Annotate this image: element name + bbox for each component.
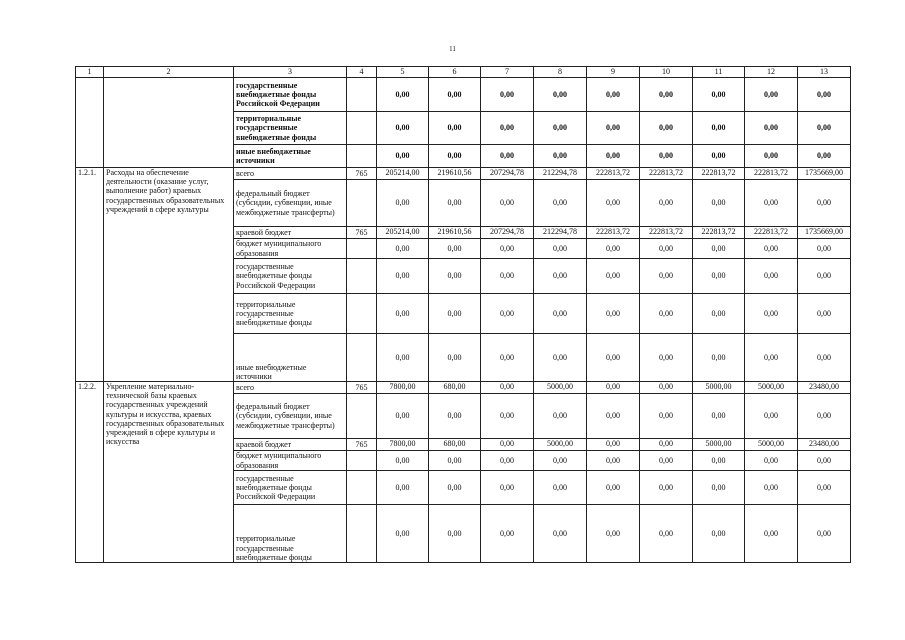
funding-source: территориальные государственные внебюджетные фонды bbox=[234, 294, 347, 334]
value-cell: 0,00 bbox=[693, 78, 745, 112]
col-header: 3 bbox=[234, 67, 347, 78]
value-cell: 7800,00 bbox=[377, 439, 429, 451]
funding-source: бюджет муниципального образования bbox=[234, 451, 347, 471]
value-cell: 0,00 bbox=[481, 78, 534, 112]
value-cell: 0,00 bbox=[798, 394, 851, 439]
grbs-code: 765 bbox=[347, 439, 377, 451]
value-cell: 0,00 bbox=[798, 451, 851, 471]
value-cell: 5000,00 bbox=[745, 382, 798, 394]
value-cell: 0,00 bbox=[534, 294, 587, 334]
value-cell: 0,00 bbox=[693, 451, 745, 471]
value-cell: 0,00 bbox=[481, 382, 534, 394]
value-cell: 0,00 bbox=[534, 505, 587, 563]
funding-source: государственные внебюджетные фонды Российской Федерации bbox=[234, 78, 347, 112]
value-cell: 0,00 bbox=[640, 145, 693, 168]
value-cell: 222813,72 bbox=[745, 168, 798, 180]
value-cell: 0,00 bbox=[693, 112, 745, 145]
value-cell: 0,00 bbox=[481, 439, 534, 451]
value-cell: 680,00 bbox=[429, 439, 481, 451]
grbs-code: 765 bbox=[347, 227, 377, 239]
value-cell: 0,00 bbox=[693, 394, 745, 439]
grbs-code bbox=[347, 394, 377, 439]
value-cell: 0,00 bbox=[798, 259, 851, 294]
value-cell: 0,00 bbox=[377, 505, 429, 563]
value-cell: 0,00 bbox=[429, 334, 481, 382]
value-cell: 0,00 bbox=[640, 294, 693, 334]
funding-source: государственные внебюджетные фонды Российской Федерации bbox=[234, 471, 347, 505]
value-cell: 222813,72 bbox=[587, 168, 640, 180]
funding-source: территориальные государственные внебюджетные фонды bbox=[234, 112, 347, 145]
value-cell: 0,00 bbox=[587, 471, 640, 505]
value-cell: 0,00 bbox=[798, 294, 851, 334]
grbs-code: 765 bbox=[347, 382, 377, 394]
value-cell: 0,00 bbox=[587, 451, 640, 471]
table-row bbox=[76, 168, 851, 180]
grbs-code bbox=[347, 471, 377, 505]
grbs-code bbox=[347, 259, 377, 294]
value-cell: 0,00 bbox=[377, 451, 429, 471]
value-cell: 0,00 bbox=[587, 180, 640, 227]
value-cell: 0,00 bbox=[745, 239, 798, 259]
value-cell: 222813,72 bbox=[587, 227, 640, 239]
row-name: Расходы на обеспечение деятельности (оказание услуг, выполнение работ) краевых государственных образовательных учреждений в сфере культуры bbox=[104, 168, 234, 382]
value-cell: 207294,78 bbox=[481, 168, 534, 180]
col-header: 2 bbox=[104, 67, 234, 78]
value-cell: 0,00 bbox=[640, 112, 693, 145]
value-cell: 0,00 bbox=[587, 382, 640, 394]
value-cell: 0,00 bbox=[534, 180, 587, 227]
value-cell: 5000,00 bbox=[745, 439, 798, 451]
value-cell: 0,00 bbox=[640, 239, 693, 259]
value-cell: 0,00 bbox=[534, 259, 587, 294]
grbs-code bbox=[347, 294, 377, 334]
value-cell: 205214,00 bbox=[377, 168, 429, 180]
value-cell: 222813,72 bbox=[640, 168, 693, 180]
value-cell: 0,00 bbox=[798, 112, 851, 145]
value-cell: 0,00 bbox=[429, 451, 481, 471]
value-cell: 5000,00 bbox=[693, 382, 745, 394]
value-cell: 5000,00 bbox=[693, 439, 745, 451]
grbs-code: 765 bbox=[347, 168, 377, 180]
value-cell: 205214,00 bbox=[377, 227, 429, 239]
table-row bbox=[76, 78, 851, 112]
page-number: 11 bbox=[449, 45, 456, 53]
value-cell: 0,00 bbox=[640, 78, 693, 112]
row-name bbox=[104, 78, 234, 168]
value-cell: 0,00 bbox=[429, 394, 481, 439]
funding-source: краевой бюджет bbox=[234, 227, 347, 239]
value-cell: 0,00 bbox=[534, 451, 587, 471]
funding-source: государственные внебюджетные фонды Российской Федерации bbox=[234, 259, 347, 294]
value-cell: 0,00 bbox=[377, 239, 429, 259]
grbs-code bbox=[347, 451, 377, 471]
value-cell: 0,00 bbox=[587, 439, 640, 451]
value-cell: 0,00 bbox=[745, 451, 798, 471]
value-cell: 0,00 bbox=[745, 294, 798, 334]
value-cell: 0,00 bbox=[429, 505, 481, 563]
value-cell: 222813,72 bbox=[693, 168, 745, 180]
col-header: 13 bbox=[798, 67, 851, 78]
value-cell: 0,00 bbox=[798, 180, 851, 227]
value-cell: 0,00 bbox=[587, 394, 640, 439]
row-code: 1.2.1. bbox=[76, 168, 104, 382]
value-cell: 0,00 bbox=[640, 394, 693, 439]
value-cell: 0,00 bbox=[377, 78, 429, 112]
value-cell: 0,00 bbox=[587, 334, 640, 382]
value-cell: 0,00 bbox=[798, 505, 851, 563]
value-cell: 0,00 bbox=[745, 78, 798, 112]
value-cell: 0,00 bbox=[481, 451, 534, 471]
value-cell: 207294,78 bbox=[481, 227, 534, 239]
value-cell: 0,00 bbox=[429, 259, 481, 294]
value-cell: 0,00 bbox=[640, 471, 693, 505]
grbs-code bbox=[347, 180, 377, 227]
col-header: 7 bbox=[481, 67, 534, 78]
value-cell: 0,00 bbox=[481, 239, 534, 259]
value-cell: 212294,78 bbox=[534, 168, 587, 180]
value-cell: 0,00 bbox=[693, 239, 745, 259]
col-header: 8 bbox=[534, 67, 587, 78]
value-cell: 23480,00 bbox=[798, 439, 851, 451]
funding-source: иные внебюджетные источники bbox=[234, 145, 347, 168]
value-cell: 0,00 bbox=[481, 505, 534, 563]
value-cell: 0,00 bbox=[745, 259, 798, 294]
value-cell: 5000,00 bbox=[534, 439, 587, 451]
value-cell: 0,00 bbox=[534, 471, 587, 505]
funding-source: территориальные государственные внебюджетные фонды bbox=[234, 505, 347, 563]
budget-table bbox=[75, 66, 851, 563]
value-cell: 0,00 bbox=[429, 471, 481, 505]
col-header: 6 bbox=[429, 67, 481, 78]
value-cell: 0,00 bbox=[481, 145, 534, 168]
grbs-code bbox=[347, 334, 377, 382]
value-cell: 0,00 bbox=[377, 334, 429, 382]
value-cell: 0,00 bbox=[640, 259, 693, 294]
value-cell: 0,00 bbox=[587, 112, 640, 145]
value-cell: 0,00 bbox=[798, 239, 851, 259]
column-number-header bbox=[76, 67, 851, 78]
value-cell: 0,00 bbox=[587, 259, 640, 294]
col-header: 10 bbox=[640, 67, 693, 78]
value-cell: 222813,72 bbox=[640, 227, 693, 239]
value-cell: 0,00 bbox=[377, 294, 429, 334]
value-cell: 219610,56 bbox=[429, 227, 481, 239]
value-cell: 0,00 bbox=[693, 294, 745, 334]
value-cell: 0,00 bbox=[693, 259, 745, 294]
value-cell: 0,00 bbox=[481, 471, 534, 505]
value-cell: 0,00 bbox=[377, 112, 429, 145]
value-cell: 0,00 bbox=[693, 505, 745, 563]
value-cell: 0,00 bbox=[693, 145, 745, 168]
funding-source: федеральный бюджет (субсидии, субвенции, иные межбюджетные трансферты) bbox=[234, 394, 347, 439]
funding-source: федеральный бюджет (субсидии, субвенции, иные межбюджетные трансферты) bbox=[234, 180, 347, 227]
value-cell: 0,00 bbox=[745, 145, 798, 168]
value-cell: 0,00 bbox=[481, 259, 534, 294]
value-cell: 0,00 bbox=[429, 78, 481, 112]
col-header: 9 bbox=[587, 67, 640, 78]
value-cell: 0,00 bbox=[481, 294, 534, 334]
value-cell: 0,00 bbox=[587, 505, 640, 563]
grbs-code bbox=[347, 112, 377, 145]
value-cell: 0,00 bbox=[745, 471, 798, 505]
value-cell: 0,00 bbox=[429, 294, 481, 334]
value-cell: 212294,78 bbox=[534, 227, 587, 239]
row-code: 1.2.2. bbox=[76, 382, 104, 563]
value-cell: 0,00 bbox=[693, 471, 745, 505]
value-cell: 7800,00 bbox=[377, 382, 429, 394]
row-name: Укрепление материально-технической базы краевых государственных учреждений культуры и искусства, краевых государственных образовательных учреждений в сфере культуры и искусства bbox=[104, 382, 234, 563]
value-cell: 0,00 bbox=[745, 180, 798, 227]
value-cell: 0,00 bbox=[798, 145, 851, 168]
value-cell: 0,00 bbox=[429, 180, 481, 227]
value-cell: 5000,00 bbox=[534, 382, 587, 394]
value-cell: 219610,56 bbox=[429, 168, 481, 180]
value-cell: 0,00 bbox=[798, 471, 851, 505]
row-code bbox=[76, 78, 104, 168]
funding-source: краевой бюджет bbox=[234, 439, 347, 451]
funding-source: всего bbox=[234, 168, 347, 180]
value-cell: 0,00 bbox=[377, 259, 429, 294]
value-cell: 680,00 bbox=[429, 382, 481, 394]
value-cell: 0,00 bbox=[640, 382, 693, 394]
funding-source: иные внебюджетные источники bbox=[234, 334, 347, 382]
value-cell: 0,00 bbox=[640, 180, 693, 227]
value-cell: 0,00 bbox=[745, 505, 798, 563]
value-cell: 0,00 bbox=[587, 294, 640, 334]
value-cell: 0,00 bbox=[587, 239, 640, 259]
value-cell: 0,00 bbox=[534, 334, 587, 382]
value-cell: 0,00 bbox=[429, 239, 481, 259]
value-cell: 222813,72 bbox=[693, 227, 745, 239]
value-cell: 0,00 bbox=[587, 78, 640, 112]
col-header: 4 bbox=[347, 67, 377, 78]
col-header: 12 bbox=[745, 67, 798, 78]
funding-source: бюджет муниципального образования bbox=[234, 239, 347, 259]
value-cell: 0,00 bbox=[640, 451, 693, 471]
value-cell: 0,00 bbox=[534, 78, 587, 112]
value-cell: 0,00 bbox=[429, 112, 481, 145]
value-cell: 0,00 bbox=[745, 334, 798, 382]
funding-source: всего bbox=[234, 382, 347, 394]
col-header: 1 bbox=[76, 67, 104, 78]
value-cell: 0,00 bbox=[377, 471, 429, 505]
value-cell: 23480,00 bbox=[798, 382, 851, 394]
value-cell: 0,00 bbox=[640, 439, 693, 451]
grbs-code bbox=[347, 505, 377, 563]
value-cell: 0,00 bbox=[481, 112, 534, 145]
value-cell: 0,00 bbox=[745, 112, 798, 145]
value-cell: 0,00 bbox=[587, 145, 640, 168]
value-cell: 0,00 bbox=[534, 145, 587, 168]
value-cell: 0,00 bbox=[745, 394, 798, 439]
value-cell: 222813,72 bbox=[745, 227, 798, 239]
value-cell: 0,00 bbox=[798, 78, 851, 112]
value-cell: 1735669,00 bbox=[798, 168, 851, 180]
table-row bbox=[76, 382, 851, 394]
value-cell: 0,00 bbox=[481, 334, 534, 382]
table-body bbox=[76, 78, 851, 563]
grbs-code bbox=[347, 78, 377, 112]
value-cell: 0,00 bbox=[640, 505, 693, 563]
value-cell: 0,00 bbox=[481, 180, 534, 227]
value-cell: 0,00 bbox=[534, 394, 587, 439]
value-cell: 0,00 bbox=[693, 180, 745, 227]
value-cell: 0,00 bbox=[377, 394, 429, 439]
value-cell: 0,00 bbox=[377, 145, 429, 168]
value-cell: 0,00 bbox=[481, 394, 534, 439]
grbs-code bbox=[347, 239, 377, 259]
value-cell: 0,00 bbox=[534, 239, 587, 259]
value-cell: 0,00 bbox=[693, 334, 745, 382]
value-cell: 0,00 bbox=[640, 334, 693, 382]
value-cell: 1735669,00 bbox=[798, 227, 851, 239]
value-cell: 0,00 bbox=[534, 112, 587, 145]
col-header: 11 bbox=[693, 67, 745, 78]
col-header: 5 bbox=[377, 67, 429, 78]
value-cell: 0,00 bbox=[798, 334, 851, 382]
value-cell: 0,00 bbox=[429, 145, 481, 168]
grbs-code bbox=[347, 145, 377, 168]
value-cell: 0,00 bbox=[377, 180, 429, 227]
